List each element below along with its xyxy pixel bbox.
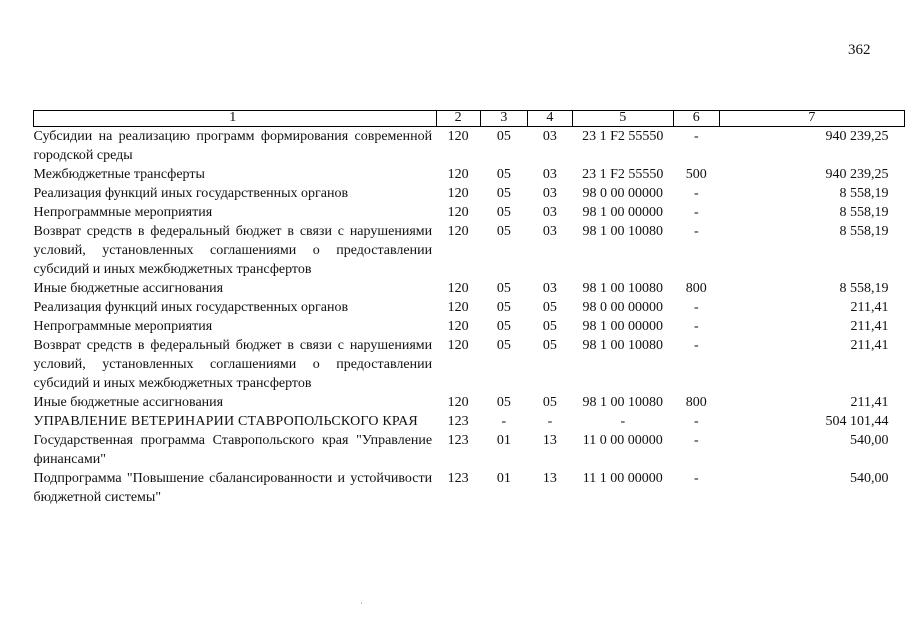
row-code-5: 23 1 F2 55550 [582, 129, 664, 144]
header-cell-3: 3 [480, 111, 528, 127]
row-code-4: 03 [542, 205, 557, 220]
row-name: Субсидии на реализацию программ формирования современной городской среды [33, 129, 433, 163]
header-cell-7: 7 [719, 111, 904, 127]
row-code-4: 03 [542, 129, 557, 144]
row-code-6: - [693, 433, 699, 448]
row-name: Непрограммные мероприятия [33, 319, 213, 334]
row-code-4: 13 [542, 433, 557, 448]
scan-mark: · [360, 598, 363, 608]
row-code-6: 500 [685, 167, 707, 182]
row-code-3: 05 [496, 281, 511, 296]
row-code-4: 05 [542, 300, 557, 315]
row-code-2: 123 [447, 471, 469, 486]
row-code-4: 05 [542, 319, 557, 334]
header-cell-6: 6 [673, 111, 719, 127]
row-name: Реализация функций иных государственных органов [33, 300, 349, 315]
table-row [34, 184, 905, 203]
row-amount: 8 558,19 [839, 205, 889, 220]
row-code-3: 05 [496, 186, 511, 201]
row-name: Непрограммные мероприятия [33, 205, 213, 220]
row-code-3: 05 [496, 205, 511, 220]
row-amount: 211,41 [850, 338, 889, 353]
row-code-6: - [693, 129, 699, 144]
row-code-2: 120 [447, 281, 469, 296]
row-code-3: 05 [496, 395, 511, 410]
row-code-3: 05 [496, 338, 511, 353]
row-name: Возврат средств в федеральный бюджет в связи с нарушениями условий, установленных соглашениями о предоставлении субсидий и иных межбюджетных трансфертов [33, 338, 433, 391]
table-row [34, 336, 905, 393]
row-amount: 504 101,44 [825, 414, 889, 429]
row-code-6: - [693, 224, 699, 239]
row-code-4: 05 [542, 338, 557, 353]
row-name: Иные бюджетные ассигнования [33, 281, 224, 296]
row-amount: 540,00 [850, 433, 889, 448]
row-code-5: 98 1 00 10080 [582, 395, 664, 410]
row-amount: 940 239,25 [825, 129, 889, 144]
table-row [34, 298, 905, 317]
row-code-2: 120 [447, 224, 469, 239]
header-cell-1: 1 [34, 111, 437, 127]
row-code-4: 13 [542, 471, 557, 486]
row-code-3: 05 [496, 129, 511, 144]
row-code-5: 98 1 00 10080 [582, 338, 664, 353]
row-code-4: 03 [542, 186, 557, 201]
row-amount: 8 558,19 [839, 224, 889, 239]
header-cell-5: 5 [572, 111, 673, 127]
row-code-3: 01 [496, 471, 511, 486]
row-name: Государственная программа Ставропольского края "Управление финансами" [33, 433, 433, 467]
row-code-4: 03 [542, 281, 557, 296]
row-name: Межбюджетные трансферты [33, 167, 205, 182]
row-code-2: 123 [447, 414, 469, 429]
table-row [34, 393, 905, 412]
row-code-3: 05 [496, 300, 511, 315]
row-code-2: 120 [447, 300, 469, 315]
row-amount: 211,41 [850, 395, 889, 410]
row-code-5: - [620, 414, 626, 429]
row-code-4: - [547, 414, 553, 429]
row-code-6: - [693, 338, 699, 353]
row-name: Реализация функций иных государственных органов [33, 186, 349, 201]
table-row [34, 279, 905, 298]
row-amount: 940 239,25 [825, 167, 889, 182]
row-amount: 211,41 [850, 319, 889, 334]
row-name: Возврат средств в федеральный бюджет в связи с нарушениями условий, установленных соглашениями о предоставлении субсидий и иных межбюджетных трансфертов [33, 224, 433, 277]
table-body [34, 127, 905, 508]
table-row [34, 412, 905, 431]
table-row [34, 222, 905, 279]
row-code-6: - [693, 300, 699, 315]
row-code-5: 11 0 00 00000 [582, 433, 663, 448]
row-code-2: 120 [447, 186, 469, 201]
row-amount: 8 558,19 [839, 186, 889, 201]
row-code-2: 120 [447, 395, 469, 410]
row-name: Подпрограмма "Повышение сбалансированности и устойчивости бюджетной системы" [33, 471, 433, 505]
table-row [34, 165, 905, 184]
row-code-2: 120 [447, 129, 469, 144]
row-code-4: 03 [542, 167, 557, 182]
row-code-3: - [501, 414, 507, 429]
row-code-3: 05 [496, 167, 511, 182]
budget-table [33, 110, 905, 507]
row-code-6: 800 [685, 281, 707, 296]
page-number: 362 [848, 42, 871, 58]
header-cell-2: 2 [436, 111, 480, 127]
row-code-5: 98 1 00 00000 [582, 205, 664, 220]
row-code-3: 05 [496, 224, 511, 239]
table-row [34, 469, 905, 507]
row-code-5: 98 0 00 00000 [582, 186, 664, 201]
row-code-5: 98 1 00 00000 [582, 319, 664, 334]
row-code-5: 98 1 00 10080 [582, 224, 664, 239]
row-code-2: 120 [447, 167, 469, 182]
row-code-6: - [693, 186, 699, 201]
row-code-5: 98 0 00 00000 [582, 300, 664, 315]
header-cell-4: 4 [528, 111, 573, 127]
row-code-6: - [693, 319, 699, 334]
row-code-3: 01 [496, 433, 511, 448]
row-code-6: - [693, 414, 699, 429]
row-code-6: - [693, 471, 699, 486]
row-code-6: - [693, 205, 699, 220]
table-header [34, 111, 905, 127]
row-amount: 540,00 [850, 471, 889, 486]
row-code-2: 120 [447, 205, 469, 220]
row-code-2: 120 [447, 338, 469, 353]
row-name: Иные бюджетные ассигнования [33, 395, 224, 410]
row-code-3: 05 [496, 319, 511, 334]
row-name: УПРАВЛЕНИЕ ВЕТЕРИНАРИИ СТАВРОПОЛЬСКОГО КРАЯ [33, 414, 418, 429]
row-amount: 211,41 [850, 300, 889, 315]
row-code-4: 03 [542, 224, 557, 239]
row-code-5: 98 1 00 10080 [582, 281, 664, 296]
row-code-2: 120 [447, 319, 469, 334]
table-row [34, 317, 905, 336]
row-amount: 8 558,19 [839, 281, 889, 296]
table-row [34, 203, 905, 222]
row-code-5: 11 1 00 00000 [582, 471, 663, 486]
row-code-6: 800 [685, 395, 707, 410]
row-code-4: 05 [542, 395, 557, 410]
row-code-5: 23 1 F2 55550 [582, 167, 664, 182]
row-code-2: 123 [447, 433, 469, 448]
table-row [34, 127, 905, 166]
table-row [34, 431, 905, 469]
